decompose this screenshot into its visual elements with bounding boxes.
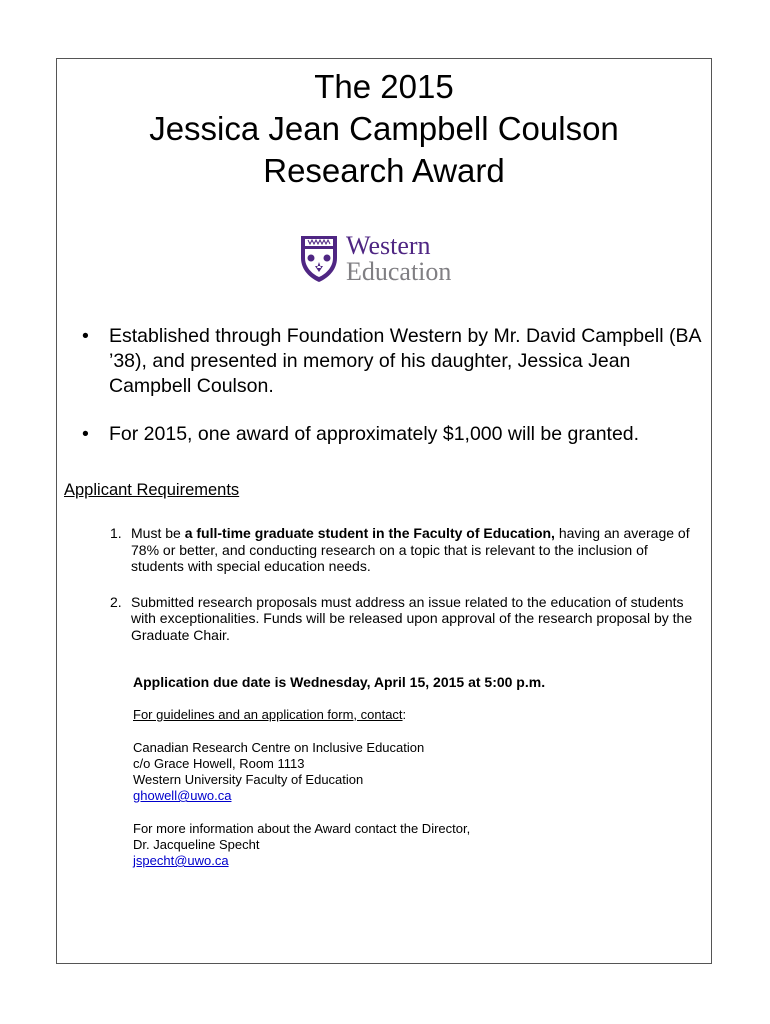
list-item [82,324,702,399]
application-info [133,674,693,869]
email-link-jspecht[interactable]: jspecht@uwo.ca [133,853,229,868]
contact-line: Canadian Research Centre on Inclusive Education [133,740,425,755]
guidelines-line [133,707,693,723]
contact-line: Dr. Jacqueline Specht [133,837,260,852]
bullet-icon: • [82,423,89,445]
title-line-2: Jessica Jean Campbell Coulson [149,110,619,147]
item-text-end: having an average of 78% or better, and conducting research on a topic that is relevant to the inclusion of students with special education needs. [131,525,690,575]
due-date: Application due date is Wednesday, April 15, 2015 at 5:00 p.m. [133,674,546,690]
list-item [110,594,700,644]
western-education-logo [298,232,478,286]
bullet-text: For 2015, one award of approximately $1,000 will be granted. [109,423,640,445]
contact-line: For more information about the Award contact the Director, [133,821,471,836]
list-item [110,525,700,575]
shield-crest-icon [298,232,340,284]
requirements-heading: Applicant Requirements [64,481,240,499]
email-link-ghowell[interactable]: ghowell@uwo.ca [133,788,232,803]
title-line-3: Research Award [263,152,505,189]
list-item [82,422,702,447]
item-number: 1. [110,525,122,541]
item-text-start: Must be [131,525,185,541]
bullet-text: Established through Foundation Western by Mr. David Campbell (BA ’38), and presented in memory of his daughter, Jessica Jean Campbell Coulson. [109,325,701,397]
requirements-list [110,525,700,663]
contact-line: Western University Faculty of Education [133,772,364,787]
guidelines-colon: : [402,707,407,722]
award-title [56,66,712,192]
contact-line: c/o Grace Howell, Room 1113 [133,756,305,771]
logo-word-western: Western [346,231,431,260]
title-line-1: The 2015 [314,68,454,105]
item-number: 2. [110,593,122,610]
logo-word-education: Education [346,257,452,286]
item-text-bold: a full-time graduate student in the Faculty of Education, [184,525,555,541]
guidelines-label: For guidelines and an application form, contact [133,707,403,722]
award-highlights [82,324,702,470]
item-text: Submitted research proposals must address an issue related to the education of students with exceptionalities. Funds will be released upon approval of the research proposal by the Graduate Chair. [131,593,693,643]
bullet-icon: • [82,325,89,347]
